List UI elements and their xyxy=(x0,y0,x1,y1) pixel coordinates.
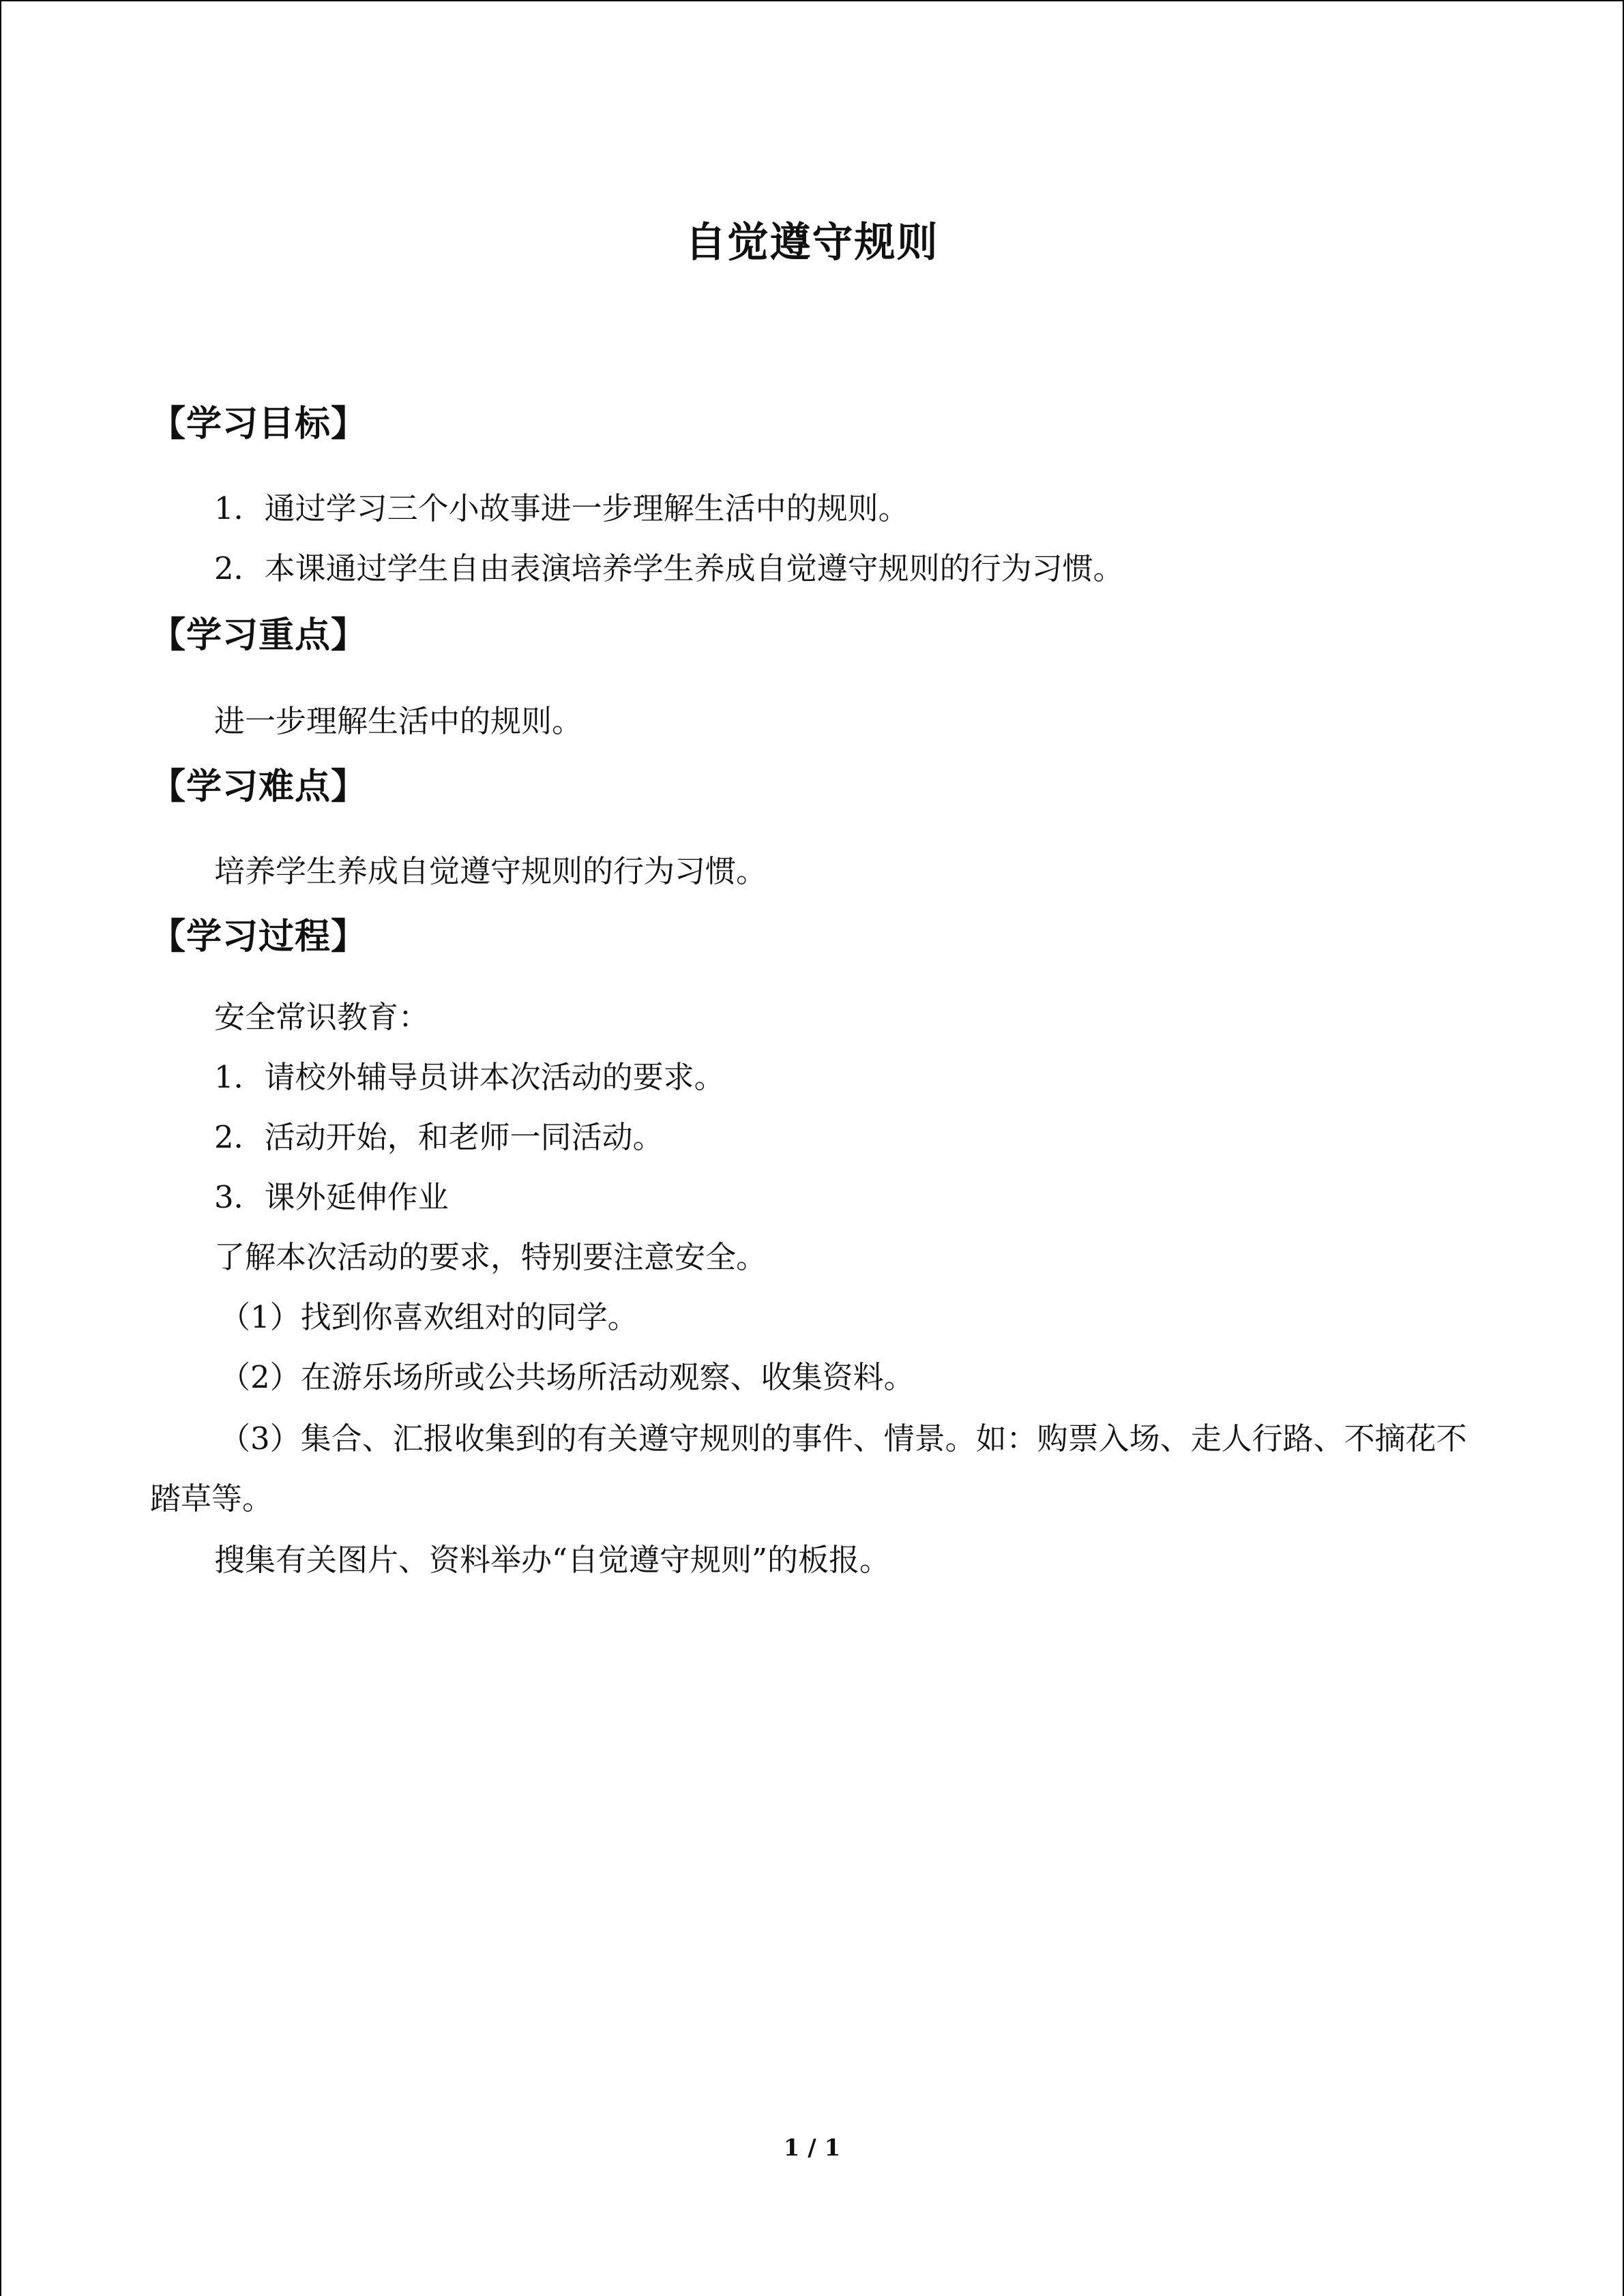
process-step-1: 1．请校外辅导员讲本次活动的要求。 xyxy=(214,1059,725,1095)
process-closing: 搜集有关图片、资料举办“自觉遵守规则”的板报。 xyxy=(214,1542,891,1578)
process-note: 了解本次活动的要求，特别要注意安全。 xyxy=(214,1239,767,1275)
goal-item-2: 2．本课通过学生自由表演培养学生养成自觉遵守规则的行为习惯。 xyxy=(214,550,1124,586)
process-step-2: 2．活动开始，和老师一同活动。 xyxy=(214,1119,664,1155)
difficulties-text: 培养学生养成自觉遵守规则的行为习惯。 xyxy=(214,853,767,889)
process-sub-step-2: （2）在游乐场所或公共场所活动观察、收集资料。 xyxy=(220,1359,915,1395)
process-sub-step-1: （1）找到你喜欢组对的同学。 xyxy=(220,1299,638,1335)
heading-difficulties: 【学习难点】 xyxy=(150,766,368,807)
page-number: 1 / 1 xyxy=(783,2134,841,2162)
document-title: 自觉遵守规则 xyxy=(685,219,939,267)
heading-learning-goals: 【学习目标】 xyxy=(150,403,368,445)
process-step-3: 3．课外延伸作业 xyxy=(214,1179,449,1215)
heading-key-points: 【学习重点】 xyxy=(150,614,368,656)
process-intro: 安全常识教育： xyxy=(214,999,430,1035)
key-points-text: 进一步理解生活中的规则。 xyxy=(214,703,583,739)
goal-item-1: 1．通过学习三个小故事进一步理解生活中的规则。 xyxy=(214,490,909,526)
heading-learning-process: 【学习过程】 xyxy=(150,916,368,957)
process-sub-step-3: （3）集合、汇报收集到的有关遵守规则的事件、情景。如：购票入场、走人行路、不摘花不踏草等。 xyxy=(150,1420,1467,1517)
